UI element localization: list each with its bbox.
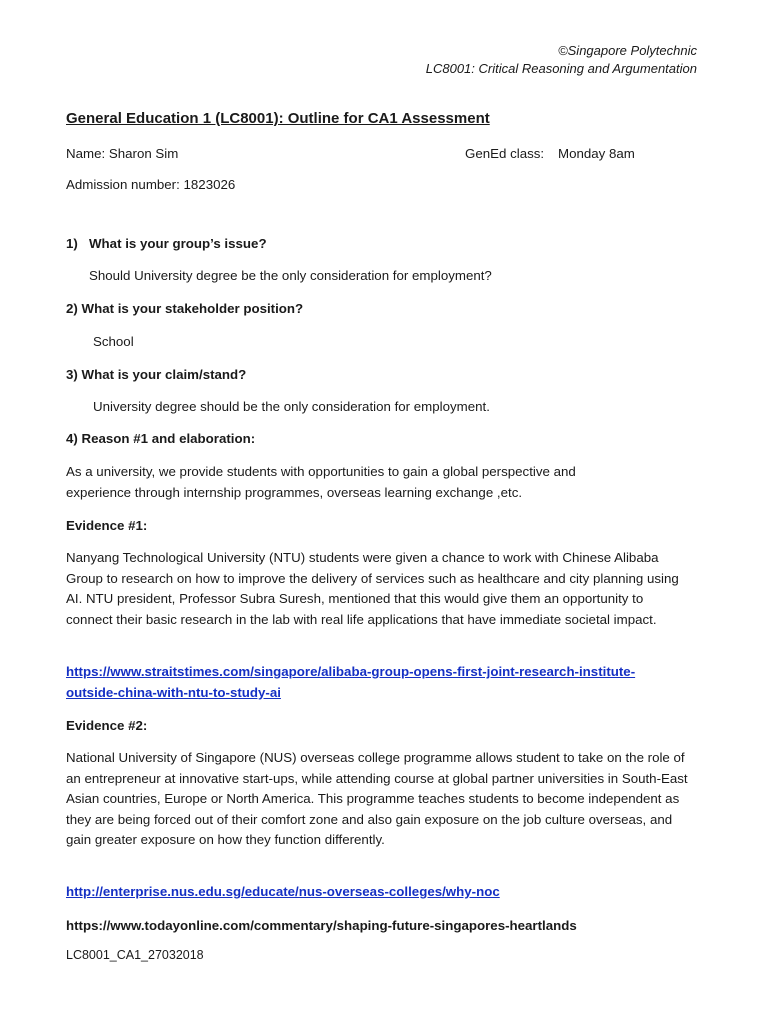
document-title: General Education 1 (LC8001): Outline for CA1 Assessment [66,110,490,127]
course-header: LC8001: Critical Reasoning and Argumentation [425,61,697,76]
copyright-header: ©Singapore Polytechnic [558,43,697,58]
q1-answer: Should University degree be the only consideration for employment? [89,268,492,283]
q1-number: 1) [66,236,78,251]
evidence1-link-line2[interactable]: outside-china-with-ntu-to-study-ai [66,685,281,700]
evidence1-text: Nanyang Technological University (NTU) students were given a chance to work with Chinese Alibaba Group to research on how to improve the delivery of services such as healthcare and city planning using AI. NTU president, Professor Subra Suresh, mentioned that this would give them an opportunity to connect their basic research in the lab with real life applications that have immediate societal impact. [66,550,679,627]
q1-heading: What is your group’s issue? [89,236,267,251]
gened-class-value: Monday 8am [558,146,635,161]
q3-answer: University degree should be the only consideration for employment. [93,399,490,414]
q2-answer: School [93,334,134,349]
gened-class-label: GenEd class: [465,146,545,161]
student-name: Name: Sharon Sim [66,146,179,161]
admission-number: Admission number: 1823026 [66,177,236,192]
evidence2-text: National University of Singapore (NUS) overseas college programme allows student to take on the role of an entrepreneur at innovative start-ups, while attending course at global partner universities in South-East Asian countries, Europe or North America. This programme teaches students to become independent as they are being forced out of their comfort zone and also gain exposure on the job culture overseas, and gain greater exposure on how they function differently. [66,750,688,848]
evidence2-link[interactable]: http://enterprise.nus.edu.sg/educate/nus-overseas-colleges/why-noc [66,884,500,899]
document-id: LC8001_CA1_27032018 [66,948,204,962]
q2-heading: 2) What is your stakeholder position? [66,301,304,316]
todayonline-url: https://www.todayonline.com/commentary/shaping-future-singapores-heartlands [66,918,577,933]
q4-heading: 4) Reason #1 and elaboration: [66,431,256,446]
evidence1-heading: Evidence #1: [66,518,148,533]
evidence1-link-line1[interactable]: https://www.straitstimes.com/singapore/alibaba-group-opens-first-joint-research-institute- [66,664,636,679]
evidence2-heading: Evidence #2: [66,718,148,733]
q3-heading: 3) What is your claim/stand? [66,367,247,382]
q4-answer: As a university, we provide students with opportunities to gain a global perspective and experience through internship programmes, overseas learning exchange ,etc. [66,464,576,500]
